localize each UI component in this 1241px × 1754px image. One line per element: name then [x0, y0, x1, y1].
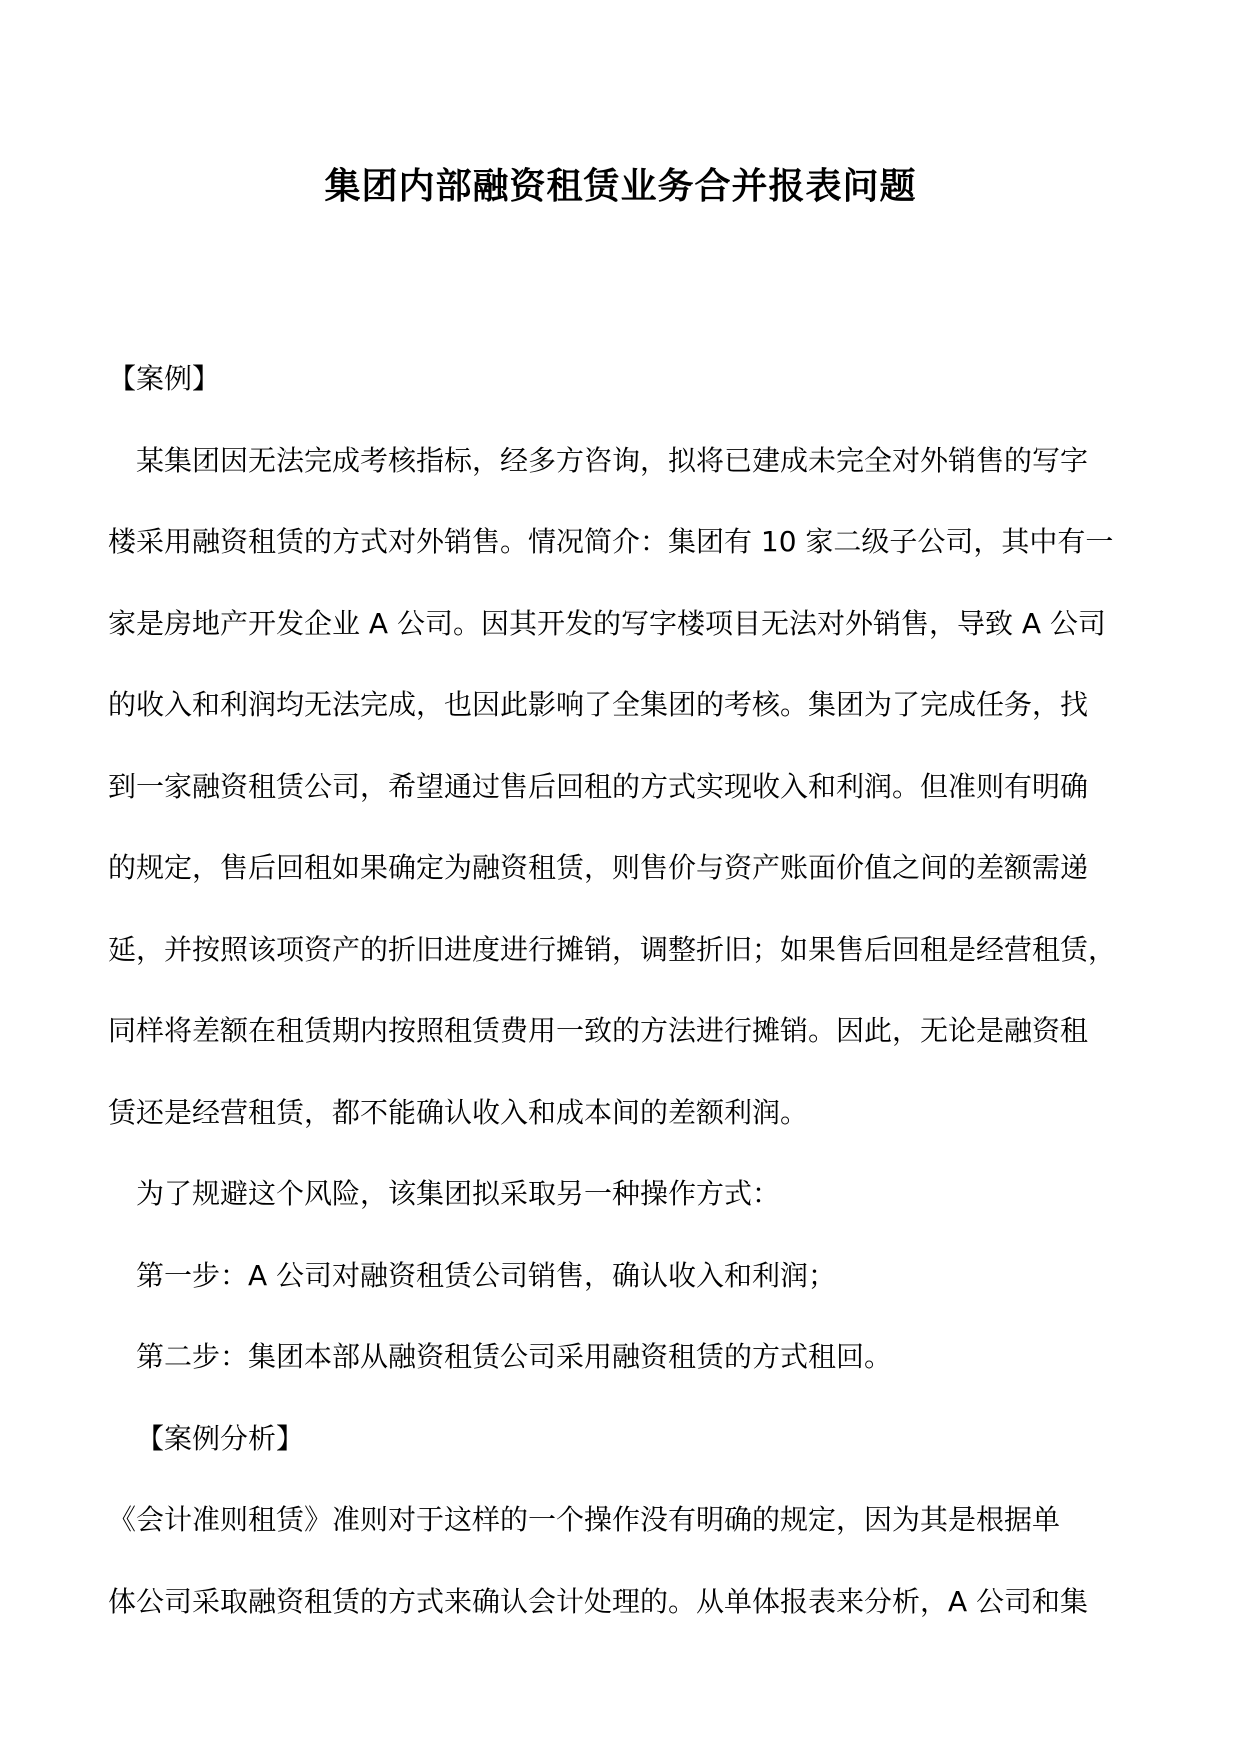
step-two: 第二步：集团本部从融资租赁公司采用融资租赁的方式租回。: [136, 1340, 893, 1373]
paragraph-line: 到一家融资租赁公司，希望通过售后回租的方式实现收入和利润。但准则有明确: [108, 769, 1089, 803]
paragraph-line: 体公司采取融资租赁的方式来确认会计处理的。从单体报表来分析，A 公司和集: [108, 1584, 1089, 1618]
paragraph-line: 延，并按照该项资产的折旧进度进行摊销，调整折旧；如果售后回租是经营租赁，: [108, 932, 1117, 966]
paragraph-line: 的收入和利润均无法完成，也因此影响了全集团的考核。集团为了完成任务，找: [108, 688, 1089, 721]
section-heading-analysis: 【案例分析】: [136, 1421, 305, 1455]
paragraph-line: 家是房地产开发企业 A 公司。因其开发的写字楼项目无法对外销售，导致 A 公司: [108, 606, 1106, 640]
step-one: 第一步：A 公司对融资租赁公司销售，确认收入和利润；: [136, 1258, 837, 1292]
paragraph-line: 为了规避这个风险，该集团拟采取另一种操作方式：: [136, 1177, 781, 1210]
paragraph-line: 楼采用融资租赁的方式对外销售。情况简介：集团有 10 家二级子公司，其中有一: [108, 525, 1114, 558]
paragraph-line: 《会计准则租赁》准则对于这样的一个操作没有明确的规定，因为其是根据单: [108, 1503, 1061, 1536]
paragraph-line: 某集团因无法完成考核指标，经多方咨询，拟将已建成未完全对外销售的写字: [136, 443, 1089, 477]
paragraph-line: 的规定，售后回租如果确定为融资租赁，则售价与资产账面价值之间的差额需递: [108, 851, 1089, 884]
document-title: 集团内部融资租赁业务合并报表问题: [324, 165, 917, 207]
paragraph-line: 同样将差额在租赁期内按照租赁费用一致的方法进行摊销。因此，无论是融资租: [108, 1014, 1089, 1047]
document-body: [108, 338, 1138, 1642]
paragraph-line: 赁还是经营租赁，都不能确认收入和成本间的差额利润。: [108, 1095, 809, 1129]
section-heading-case: 【案例】: [108, 362, 221, 395]
